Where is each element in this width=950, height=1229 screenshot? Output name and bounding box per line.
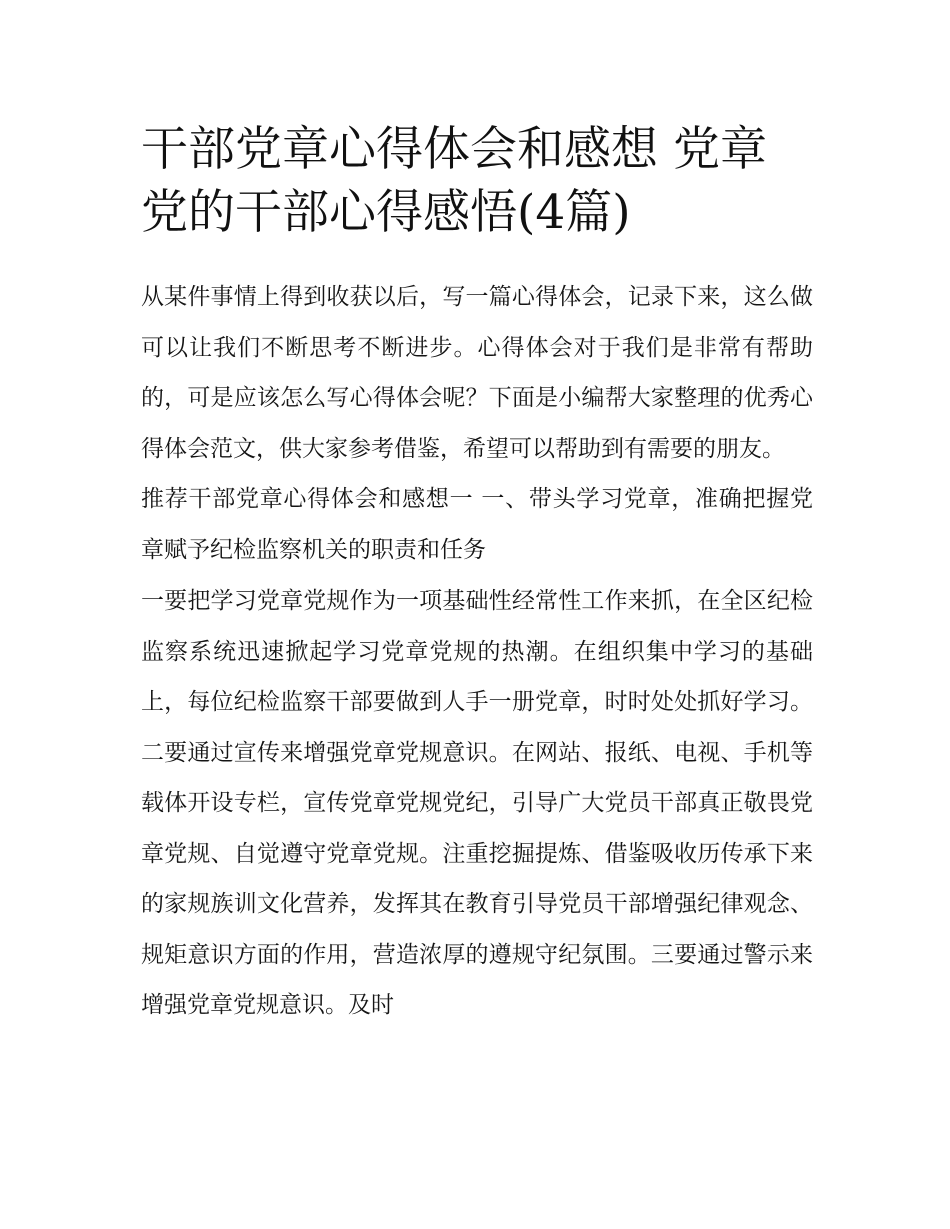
document-content <box>141 118 813 1031</box>
intro-paragraph: 从某件事情上得到收获以后，写一篇心得体会，记录下来，这么做可以让我们不断思考不断进步。心得体会对于我们是非常有帮助的，可是应该怎么写心得体会呢？下面是小编帮大家整理的优秀心得体会范文，供大家参考借鉴，希望可以帮助到有需要的朋友。 <box>141 284 813 462</box>
section-heading: 推荐干部党章心得体会和感想一 一、带头学习党章，准确把握党章赋予纪检监察机关的职责和任务 <box>141 486 813 563</box>
document-title: 干部党章心得体会和感想 党章党的干部心得感悟(4篇) <box>141 122 767 240</box>
section-body-paragraph: 一要把学习党章党规作为一项基础性经常性工作来抓，在全区纪检监察系统迅速掀起学习党章党规的热潮。在组织集中学习的基础上，每位纪检监察干部要做到人手一册党章，时时处处抓好学习。二要通过宣传来增强党章党规意识。在网站、报纸、电视、手机等载体开设专栏，宣传党章党规党纪，引导广大党员干部真正敬畏党章党规、自觉遵守党章党规。注重挖掘提炼、借鉴吸收历传承下来的家规族训文化营养，发挥其在教育引导党员干部增强纪律观念、规矩意识方面的作用，营造浓厚的遵规守纪氛围。三要通过警示来增强党章党规意识。及时 <box>141 588 813 1018</box>
